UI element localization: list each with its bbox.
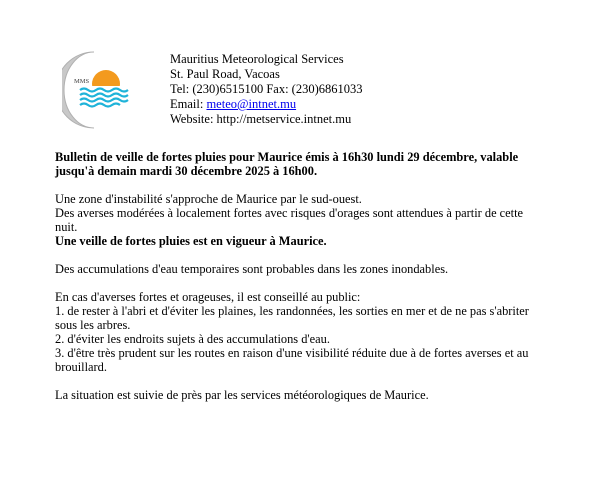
logo-text: MMS	[74, 78, 90, 85]
org-address: St. Paul Road, Vacoas	[170, 67, 280, 81]
org-phone-fax: Tel: (230)6515100 Fax: (230)6861033	[170, 82, 363, 96]
org-email-line	[170, 97, 363, 112]
bulletin-title: Bulletin de veille de fortes pluies pour Maurice émis à 16h30 lundi 29 décembre, valable jusqu'à demain mardi 30 décembre 2025 à 16h00.	[55, 150, 519, 178]
mms-logo	[62, 50, 132, 130]
showers-text: Des averses modérées à localement fortes avec risques d'orages sont attendues à partir de cette nuit.	[55, 206, 524, 234]
advice-item-1: 1. de rester à l'abri et d'éviter les plaines, les randonnées, les sorties en mer et de ne pas s'abriter sous les arbres.	[55, 304, 529, 332]
accumulation-text: Des accumulations d'eau temporaires sont probables dans les zones inondables.	[55, 262, 449, 276]
closing-text: La situation est suivie de près par les services météorologiques de Maurice.	[55, 388, 429, 402]
org-website: Website: http://metservice.intnet.mu	[170, 112, 352, 126]
email-link[interactable]: meteo@intnet.mu	[206, 97, 297, 111]
mms-logo-icon	[62, 50, 132, 130]
advice-item-3: 3. d'être très prudent sur les routes en raison d'une visibilité réduite due à de fortes averses et au brouillard.	[55, 346, 529, 374]
org-name: Mauritius Meteorological Services	[170, 52, 344, 66]
bulletin-body	[55, 150, 547, 402]
watch-in-force-text: Une veille de fortes pluies est en vigueur à Maurice.	[55, 234, 327, 248]
advice-item-2: 2. d'éviter les endroits sujets à des accumulations d'eau.	[55, 332, 330, 346]
advice-intro: En cas d'averses fortes et orageuses, il est conseillé au public:	[55, 290, 361, 304]
email-label: Email:	[170, 97, 207, 111]
contact-header	[170, 52, 363, 127]
instability-text: Une zone d'instabilité s'approche de Maurice par le sud-ouest.	[55, 192, 362, 206]
